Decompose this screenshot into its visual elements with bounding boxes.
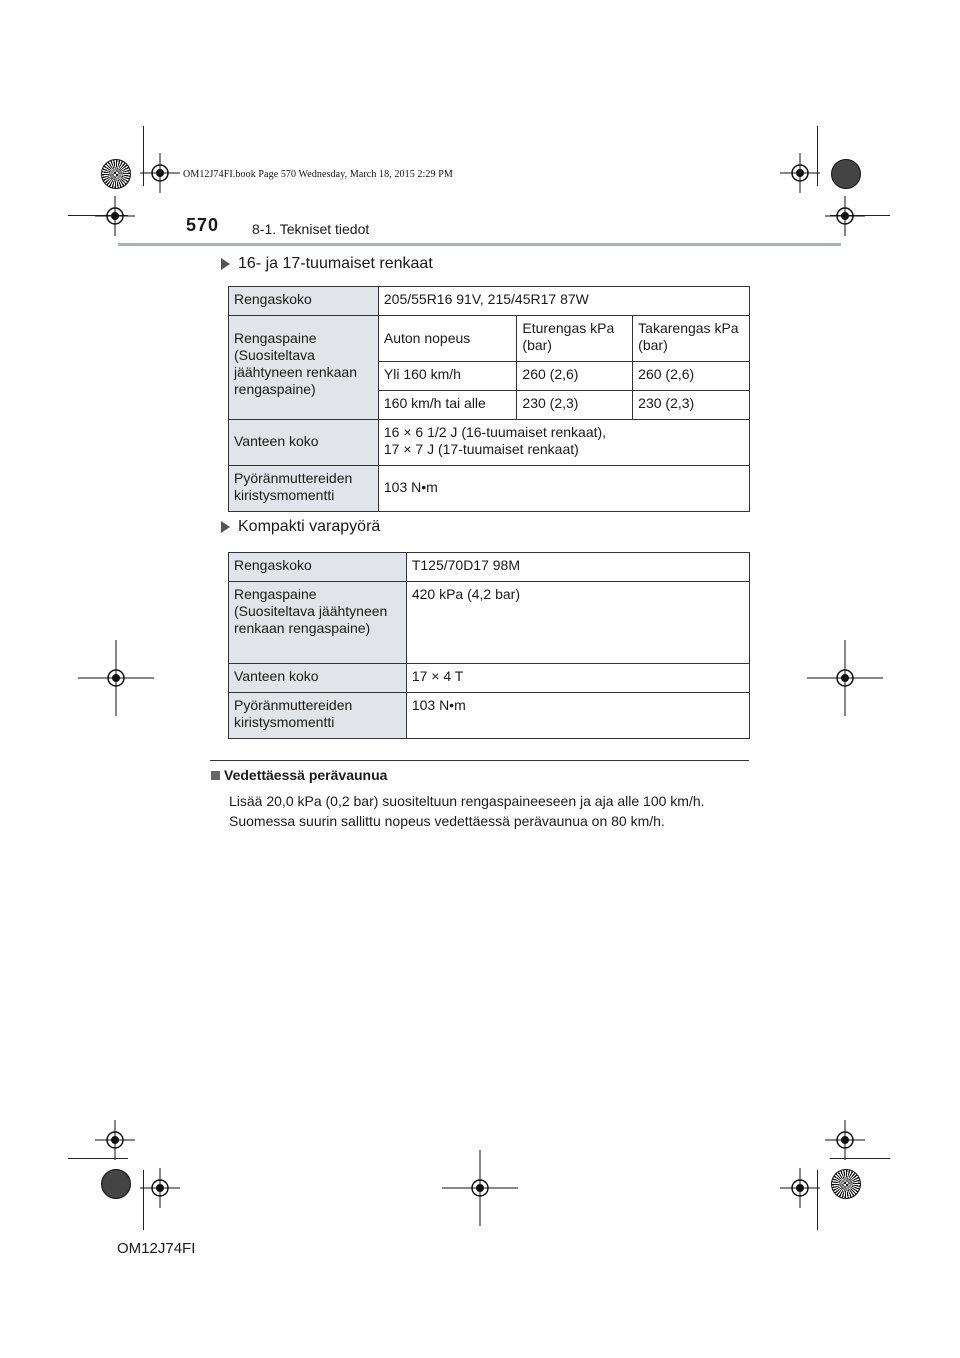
header-rule [118,243,841,246]
row-speed: Yli 160 km/h [378,362,517,391]
col-speed-header: Auton nopeus [378,316,517,362]
note-text [229,791,705,831]
crosshair-icon [825,1120,865,1160]
triangle-bullet-icon [221,258,230,270]
section2-heading-text: Kompakti varapyörä [238,518,381,535]
tire-pressure-label: Rengaspaine (Suositeltava jäähtyneen renkaan rengaspaine) [229,316,379,420]
rim-size-label: Vanteen koko [229,664,407,693]
footer-code: OM12J74FI [117,1240,196,1257]
registration-sunburst-icon [831,159,861,189]
registration-sunburst-icon [831,1169,861,1199]
row-speed: 160 km/h tai alle [378,391,517,420]
page-number: 570 [186,215,220,235]
note-line: Suomessa suurin sallittu nopeus vedettäessä perävaunua on 80 km/h. [229,813,665,829]
tire-size-value: T125/70D17 98M [406,553,749,582]
col-rear-header: Takarengas kPa (bar) [633,316,750,362]
tire-size-label: Rengaskoko [229,553,407,582]
tire-pressure-label: Rengaspaine (Suositeltava jäähtyneen renkaan rengaspaine) [229,582,407,664]
note-line: Lisää 20,0 kPa (0,2 bar) suositeltuun rengaspaineeseen ja aja alle 100 km/h. [229,793,705,809]
tire-pressure-value: 420 kPa (4,2 bar) [406,582,749,664]
registration-sunburst-icon [101,159,131,189]
crosshair-icon [140,153,180,193]
crosshair-icon [140,1168,180,1208]
section2-heading [219,518,380,536]
crosshair-icon [95,196,135,236]
rim-size-line: 16 × 6 1/2 J (16-tuumaiset renkaat), [383,424,607,440]
note-title-text: Vedettäessä perävaunua [224,767,388,783]
triangle-bullet-icon [221,521,230,533]
crosshair-icon [780,153,820,193]
section-title: 8-1. Tekniset tiedot [252,221,370,237]
section1-heading-text: 16- ja 17-tuumaiset renkaat [238,255,433,272]
row-rear: 260 (2,6) [633,362,750,391]
torque-value: 103 N•m [406,693,749,739]
torque-label: Pyöränmuttereiden kiristysmomentti [229,693,407,739]
section1-heading [219,255,433,273]
row-front: 230 (2,3) [517,391,633,420]
crosshair-icon [780,1168,820,1208]
rim-size-value: 17 × 4 T [406,664,749,693]
crosshair-icon [95,1120,135,1160]
crosshair-icon [807,640,883,716]
tire-size-label: Rengaskoko [229,287,379,316]
row-rear: 230 (2,3) [633,391,750,420]
square-bullet-icon [211,771,220,780]
spare-tire-table [228,552,750,739]
tire-spec-table [228,286,750,512]
torque-value: 103 N•m [378,466,749,512]
tire-size-value: 205/55R16 91V, 215/45R17 87W [378,287,749,316]
col-front-header: Eturengas kPa (bar) [517,316,633,362]
crosshair-icon [825,196,865,236]
registration-sunburst-icon [101,1169,131,1199]
rim-size-label: Vanteen koko [229,420,379,466]
book-info: OM12J74FI.book Page 570 Wednesday, March 18, 2015 2:29 PM [183,169,453,180]
rim-size-line: 17 × 7 J (17-tuumaiset renkaat) [383,441,579,457]
rim-size-value [378,420,749,466]
crosshair-icon [78,640,154,716]
crosshair-icon [442,1150,518,1226]
torque-label: Pyöränmuttereiden kiristysmomentti [229,466,379,512]
note-rule [210,760,749,761]
row-front: 260 (2,6) [517,362,633,391]
note-title [211,767,387,783]
